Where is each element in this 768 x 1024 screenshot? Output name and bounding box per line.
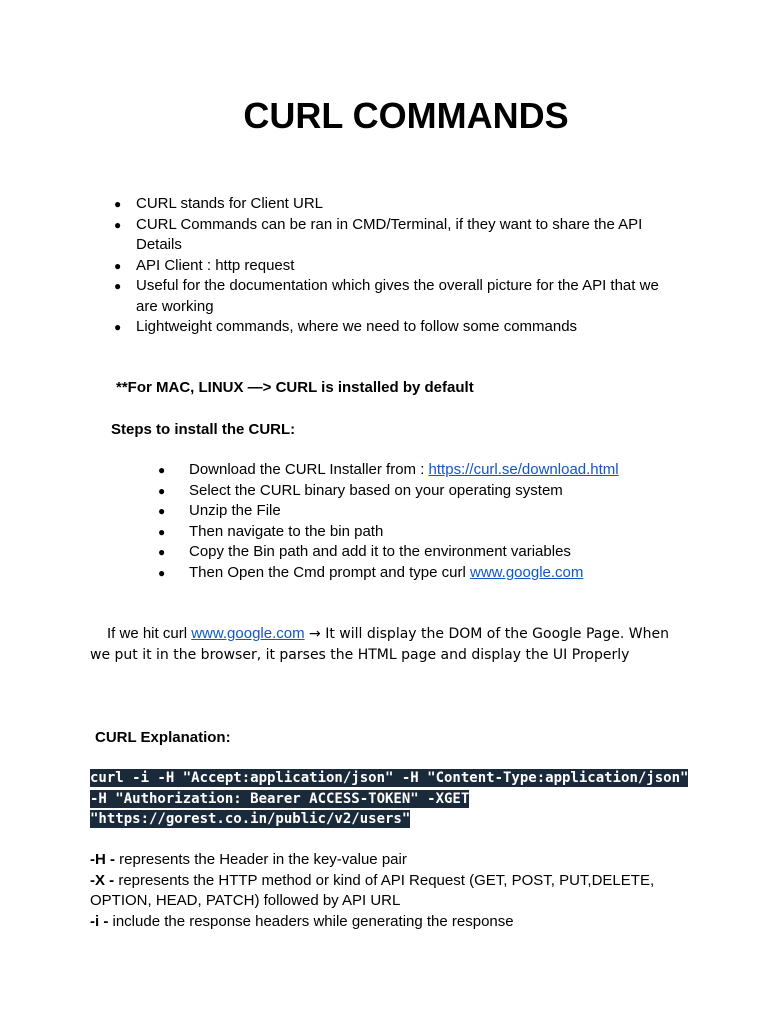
list-item-text: API Client : http request	[136, 256, 295, 274]
list-item-text: Select the CURL binary based on your operating system	[189, 481, 563, 499]
google-link[interactable]: www.google.com	[191, 625, 305, 642]
option-flag: -H -	[90, 851, 120, 868]
option-flag: -i -	[90, 912, 113, 930]
curl-download-link[interactable]: https://curl.se/download.html	[428, 461, 619, 478]
list-item	[114, 317, 676, 338]
option-flag: -X -	[90, 871, 119, 889]
bullet-icon: ●	[114, 320, 122, 334]
list-item-text: Copy the Bin path and add it to the environment variables	[189, 543, 571, 560]
bullet-icon: ●	[158, 524, 166, 539]
dom-paragraph	[90, 624, 690, 665]
option-text: include the response headers while generating the response	[112, 912, 514, 930]
list-item	[114, 276, 676, 317]
list-item	[114, 194, 676, 215]
list-item	[114, 215, 676, 256]
google-link[interactable]: www.google.com	[469, 563, 584, 581]
list-item	[158, 522, 709, 543]
bullet-icon: ●	[114, 217, 122, 232]
curl-code-block	[90, 768, 690, 830]
list-item	[158, 501, 709, 522]
intro-list	[114, 194, 676, 338]
list-item-text: CURL Commands can be ran in CMD/Terminal, if they want to share the API Details	[136, 215, 643, 253]
bullet-icon: ●	[158, 545, 166, 559]
bullet-icon: ●	[114, 279, 122, 293]
list-item	[158, 542, 709, 563]
list-item	[158, 460, 709, 481]
list-item-text: Then Open the Cmd prompt and type curl	[189, 563, 470, 581]
options-list	[90, 850, 690, 932]
steps-heading: Steps to install the CURL:	[111, 421, 296, 438]
list-item-text: Unzip the File	[189, 502, 281, 519]
list-item	[158, 563, 709, 584]
list-item-text: Lightweight commands, where we need to follow some commands	[136, 318, 578, 335]
bullet-icon: ●	[158, 504, 166, 518]
explanation-heading: CURL Explanation:	[95, 729, 231, 746]
option-item	[90, 871, 690, 912]
list-item-text: Download the CURL Installer from :	[189, 461, 429, 478]
bullet-icon: ●	[114, 197, 122, 211]
steps-list	[158, 460, 709, 583]
option-text: represents the Header in the key-value pair	[119, 851, 407, 868]
bullet-icon: ●	[158, 565, 166, 580]
curl-code-text: curl -i -H "Accept:application/json" -H "Content-Type:application/json" -H "Authorization: Bearer ACCESS-TOKEN" -XGET "https://gorest.co.in/public/v2/users"	[90, 770, 689, 827]
mac-linux-note: **For MAC, LINUX —> CURL is installed by default	[116, 379, 474, 396]
bullet-icon: ●	[114, 258, 122, 273]
list-item	[158, 481, 709, 502]
list-item-text: Then navigate to the bin path	[189, 522, 384, 540]
list-item	[114, 256, 676, 277]
list-item-text: CURL stands for Client URL	[136, 195, 324, 212]
list-item-text: Useful for the documentation which gives the overall picture for the API that we are working	[136, 277, 659, 315]
option-item	[90, 850, 690, 871]
option-text: represents the HTTP method or kind of API Request (GET, POST, PUT,DELETE, OPTION, HEAD, PATCH) followed by API URL	[90, 871, 655, 909]
option-item	[90, 912, 690, 933]
bullet-icon: ●	[158, 463, 166, 477]
dom-paragraph-text: → It will display the DOM of the Google Page. When we put it in the browser, it parses the HTML page and display the UI Properly	[90, 626, 669, 663]
page-title: CURL COMMANDS	[243, 95, 569, 136]
dom-paragraph-prefix: If we hit curl	[107, 625, 192, 642]
bullet-icon: ●	[158, 483, 166, 498]
